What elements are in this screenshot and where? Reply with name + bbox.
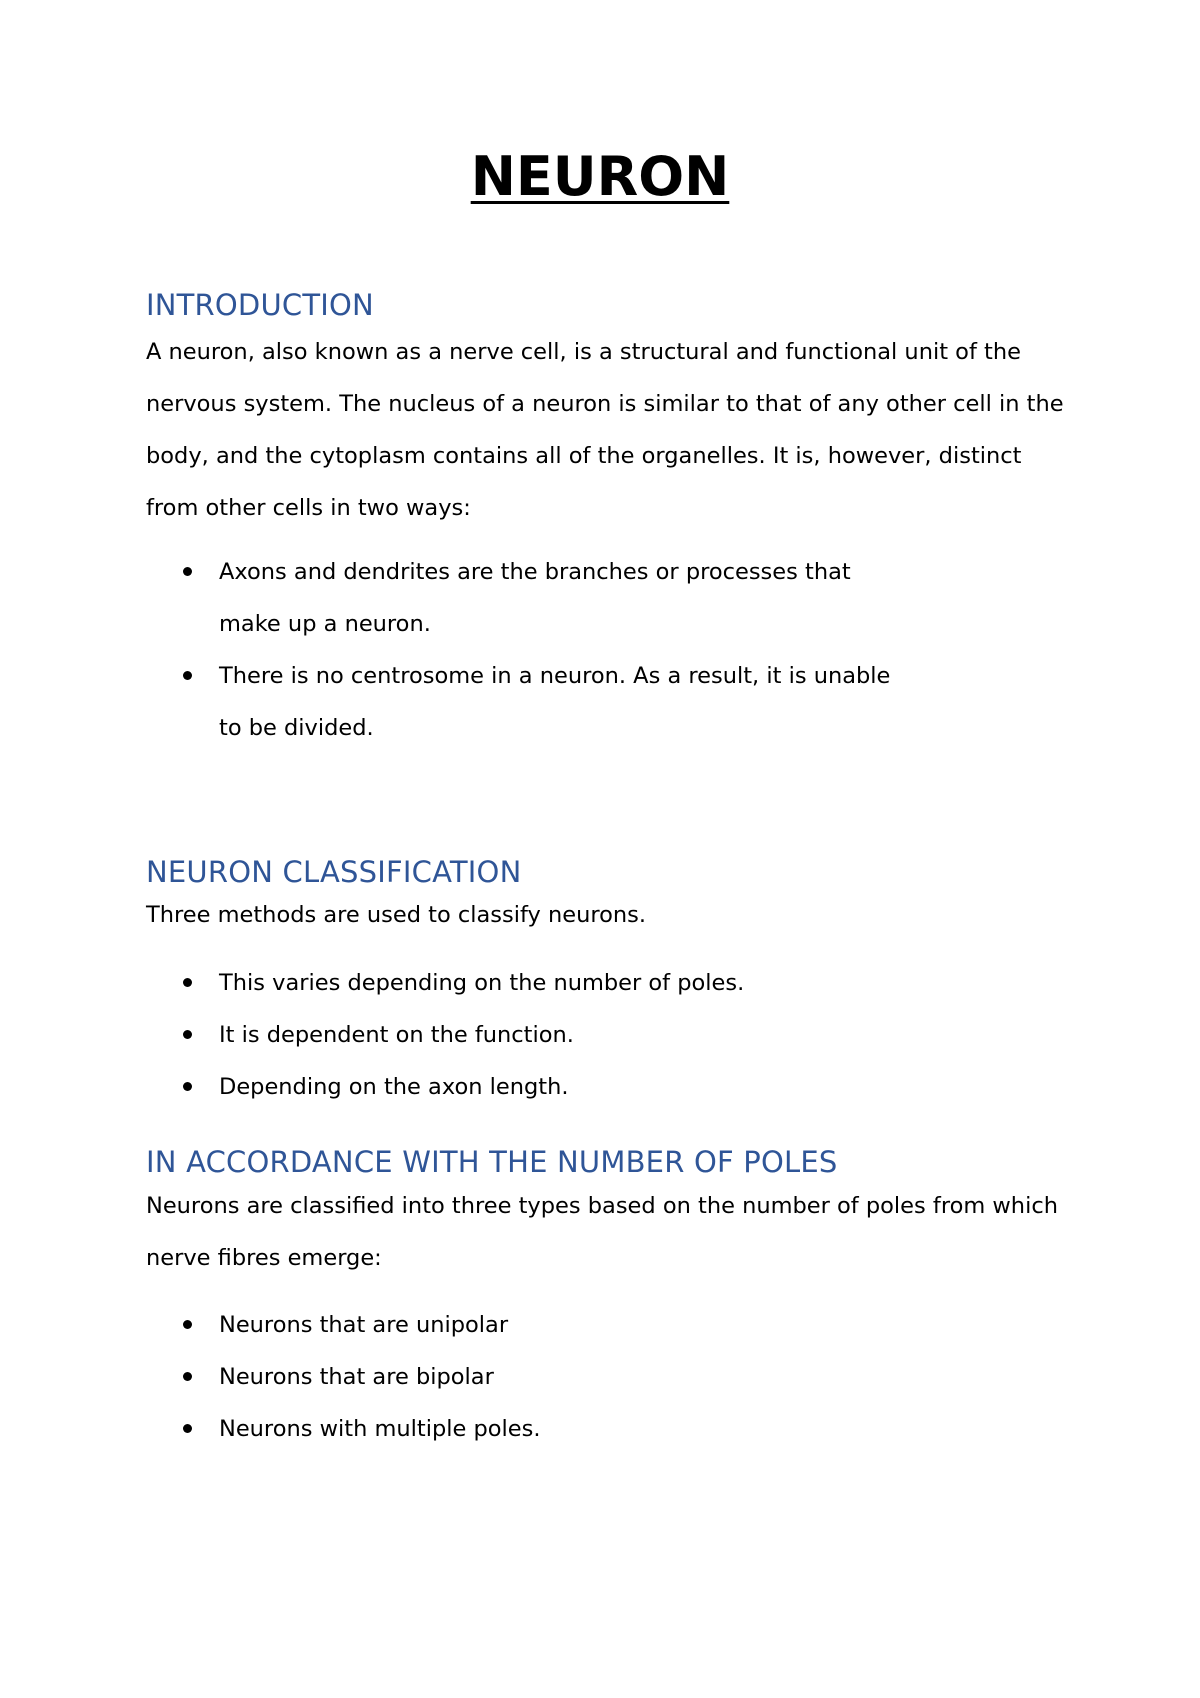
list-item: [146, 1061, 1066, 1113]
list-item-text: It is dependent on the function.: [219, 1022, 574, 1048]
list-item-text: Axons and dendrites are the branches or processes that make up a neuron.: [219, 559, 851, 637]
introduction-paragraph: A neuron, also known as a nerve cell, is a structural and functional unit of the nervous system. The nucleus of a neuron is similar to that of any other cell in the body, and the cytoplasm contains all of the organelles. It is, however, distinct from other cells in two ways:: [146, 339, 1064, 521]
list-item-text: There is no centrosome in a neuron. As a result, it is unable to be divided.: [219, 663, 891, 741]
list-item: [146, 1351, 1066, 1403]
poles-bullet-list: [146, 1299, 1066, 1455]
section-heading-introduction: INTRODUCTION: [146, 288, 374, 322]
list-item: [146, 1009, 1066, 1061]
bullet-icon: [183, 1082, 192, 1091]
list-item-text: Neurons with multiple poles.: [219, 1416, 541, 1442]
bullet-icon: [183, 1320, 192, 1329]
section-heading-neuron-classification: NEURON CLASSIFICATION: [146, 855, 522, 889]
list-item: [146, 1299, 1066, 1351]
bullet-icon: [183, 567, 192, 576]
list-item-text: Neurons that are bipolar: [219, 1364, 494, 1390]
list-item: [146, 957, 1066, 1009]
bullet-icon: [183, 1372, 192, 1381]
list-item: [146, 650, 1066, 754]
list-item: [146, 546, 1066, 650]
introduction-bullet-list: [146, 546, 1066, 754]
poles-paragraph: Neurons are classified into three types based on the number of poles from which nerve fibres emerge:: [146, 1193, 1058, 1271]
classification-paragraph: Three methods are used to classify neurons.: [146, 902, 647, 928]
bullet-icon: [183, 978, 192, 987]
page-title: [0, 145, 1200, 209]
list-item-text: Neurons that are unipolar: [219, 1312, 509, 1338]
list-item: [146, 1403, 1066, 1455]
section-heading-number-of-poles: IN ACCORDANCE WITH THE NUMBER OF POLES: [146, 1145, 838, 1179]
list-item-text: Depending on the axon length.: [219, 1074, 569, 1100]
page-title-text: NEURON: [470, 145, 730, 208]
list-item-text: This varies depending on the number of poles.: [219, 970, 745, 996]
bullet-icon: [183, 1030, 192, 1039]
bullet-icon: [183, 1424, 192, 1433]
classification-bullet-list: [146, 957, 1066, 1113]
bullet-icon: [183, 671, 192, 680]
